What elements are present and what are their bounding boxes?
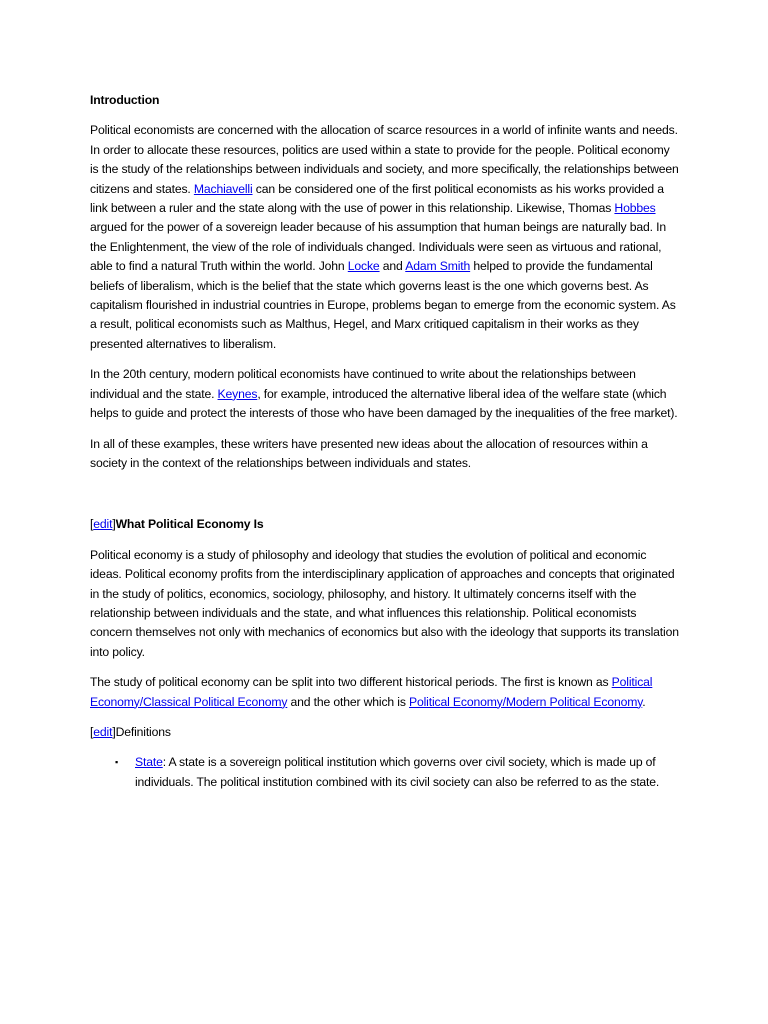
section-1-p2-text-3: .: [642, 694, 646, 709]
section-1-p2-text-2: and the other which is: [287, 694, 410, 709]
intro-p1-text-3: argued for the power of a sovereign leader because of his assumption that human beings are naturally bad. In the Enlightenment, the view of the role of individuals changed. Individuals were seen as virtuous and rational, able to find a natural Truth within the world. John: [90, 220, 666, 274]
intro-p1-text-1: Political economists are concerned with the allocation of scarce resources in a world of infinite wants and needs. In order to allocate these resources, politics are used within a state to provide for the people. Political economy is the study of the relationships between individuals and society, and more specifically, the relationships between citizens and states.: [90, 123, 679, 196]
link-machiavelli[interactable]: Machiavelli: [193, 181, 253, 196]
intro-p2-text-1: In the 20th century, modern political economists have continued to write about the relationships between individual and the state.: [90, 367, 636, 401]
section-1-p2-text-1: The study of political economy can be split into two different historical periods. The first is known as: [90, 675, 612, 690]
definition-text: : A state is a sovereign political institution which governs over civil society, which is made up of individuals. The political institution combined with its civil society can also be referred to as the state.: [135, 755, 660, 789]
edit-link-section-1[interactable]: edit: [93, 517, 113, 532]
intro-paragraph-1: [90, 121, 680, 354]
section-1-paragraph-1: Political economy is a study of philosophy and ideology that studies the evolution of political and economic ideas. Political economy profits from the interdisciplinary application of approaches and concepts that originated in the study of politics, economics, sociology, philosophy, and history. It ultimately concerns itself with the relationship between individuals and the state, and what influences this relationship. Political economists concern themselves not only with mechanics of economics but also with the ideology that supports its translation into policy.: [90, 547, 679, 659]
link-adam-smith[interactable]: Adam Smith: [405, 259, 471, 274]
list-item: [90, 753, 680, 792]
edit-link-section-2[interactable]: edit: [93, 724, 113, 739]
definitions-list: [90, 753, 680, 792]
link-hobbes[interactable]: Hobbes: [614, 201, 656, 216]
bracket-open: [: [90, 724, 94, 739]
intro-p1-text-2: can be considered one of the first political economists as his works provided a link between a ruler and the state along with the use of power in this relationship. Likewise, Thomas: [90, 181, 664, 216]
link-modern-political-economy[interactable]: Political Economy/Modern Political Economy: [409, 694, 643, 709]
section-heading-what-political-economy-is: [90, 515, 680, 534]
bracket-open: [: [90, 517, 94, 532]
document-page: [90, 91, 680, 792]
square-bullet-icon: ▪: [115, 757, 119, 768]
intro-p1-text-4: and: [379, 259, 406, 274]
link-classical-political-economy[interactable]: Political Economy/Classical Political Economy: [90, 675, 653, 709]
intro-p1-text-5: helped to provide the fundamental beliefs of liberalism, which is the belief that the state which governs least is the one which governs best. As capitalism flourished in industrial countries in Europe, problems began to emerge from the economic system. As a result, political economists such as Malthus, Hegel, and Marx critiqued capitalism in their works as they presented alternatives to liberalism.: [90, 259, 676, 351]
bracket-close: ]: [112, 724, 116, 739]
bracket-close: ]: [112, 517, 116, 532]
link-keynes[interactable]: Keynes: [217, 386, 258, 401]
section-1-paragraph-2: [90, 673, 680, 712]
section-heading-definitions: [90, 723, 680, 742]
intro-paragraph-3: In all of these examples, these writers have presented new ideas about the allocation of resources within a society in the context of the relationships between individuals and states.: [90, 436, 648, 470]
intro-paragraph-2: [90, 365, 680, 423]
section-1-title: What Political Economy Is: [115, 517, 264, 532]
link-locke[interactable]: Locke: [347, 259, 380, 274]
intro-p2-text-2: , for example, introduced the alternative liberal idea of the welfare state (which helps to guide and protect the interests of those who have been damaged by the inequalities of the free market).: [90, 386, 678, 421]
introduction-heading: Introduction: [90, 93, 160, 107]
section-2-title: Definitions: [115, 724, 171, 739]
link-state[interactable]: State: [135, 755, 163, 770]
section-spacer: [90, 484, 680, 515]
